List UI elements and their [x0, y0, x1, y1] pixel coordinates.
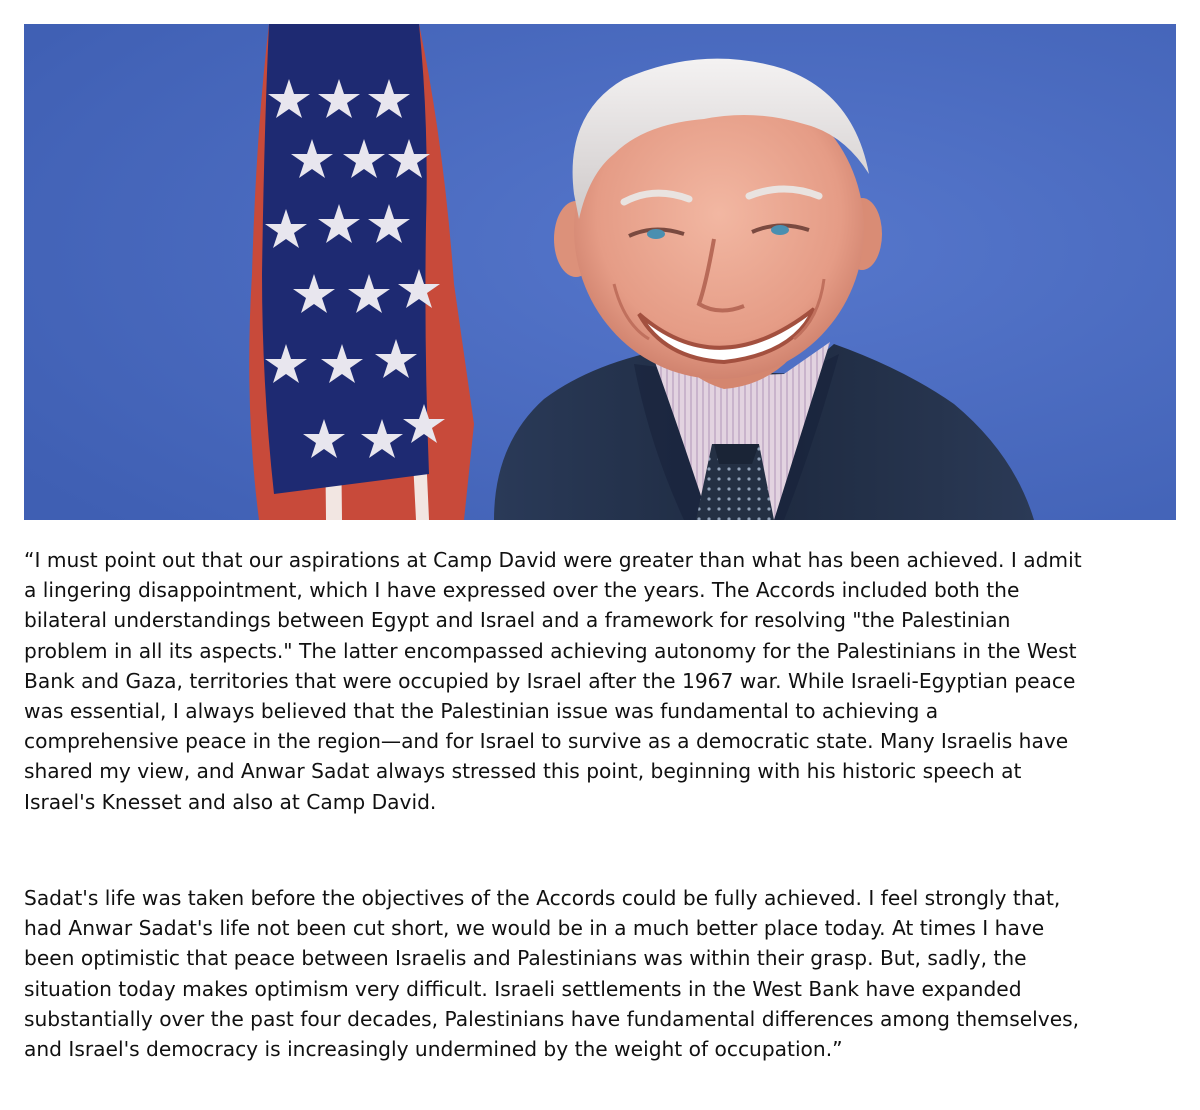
- quote-line: and Israel's democracy is increasingly undermined by the weight of occupation.”: [24, 1037, 843, 1062]
- quote-line: been optimistic that peace between Israelis and Palestinians was within their grasp. But, sadly, the: [24, 946, 1027, 971]
- quote-line: bilateral understandings between Egypt and Israel and a framework for resolving "the Palestinian: [24, 608, 1011, 633]
- quote-paragraph-1: [24, 545, 1184, 817]
- quote-line: was essential, I always believed that the Palestinian issue was fundamental to achieving a: [24, 699, 939, 724]
- quote-line: problem in all its aspects." The latter encompassed achieving autonomy for the Palestinians in the West: [24, 638, 1077, 663]
- quote-line: had Anwar Sadat's life not been cut short, we would be in a much better place today. At times I have: [24, 916, 1045, 941]
- portrait-photo: [24, 24, 1176, 520]
- quote-line: Israel's Knesset and also at Camp David.: [24, 789, 437, 814]
- quote-line: substantially over the past four decades, Palestinians have fundamental differences among themselves,: [24, 1006, 1080, 1031]
- quote-line: Sadat's life was taken before the objectives of the Accords could be fully achieved. I feel strongly that,: [24, 886, 1061, 910]
- quote-line: a lingering disappointment, which I have expressed over the years. The Accords included both the: [24, 578, 1020, 603]
- quote-line: comprehensive peace in the region—and for Israel to survive as a democratic state. Many Israelis have: [24, 729, 1069, 754]
- quote-line: Bank and Gaza, territories that were occupied by Israel after the 1967 war. While Israeli-Egyptian peace: [24, 668, 1076, 693]
- quote-paragraph-2: [24, 883, 1184, 1064]
- quote-line: shared my view, and Anwar Sadat always stressed this point, beginning with his historic speech at: [24, 759, 1022, 784]
- quote-line: “I must point out that our aspirations at Camp David were greater than what has been achieved. I admit: [24, 548, 1082, 572]
- quote-line: situation today makes optimism very difficult. Israeli settlements in the West Bank have expanded: [24, 976, 1022, 1001]
